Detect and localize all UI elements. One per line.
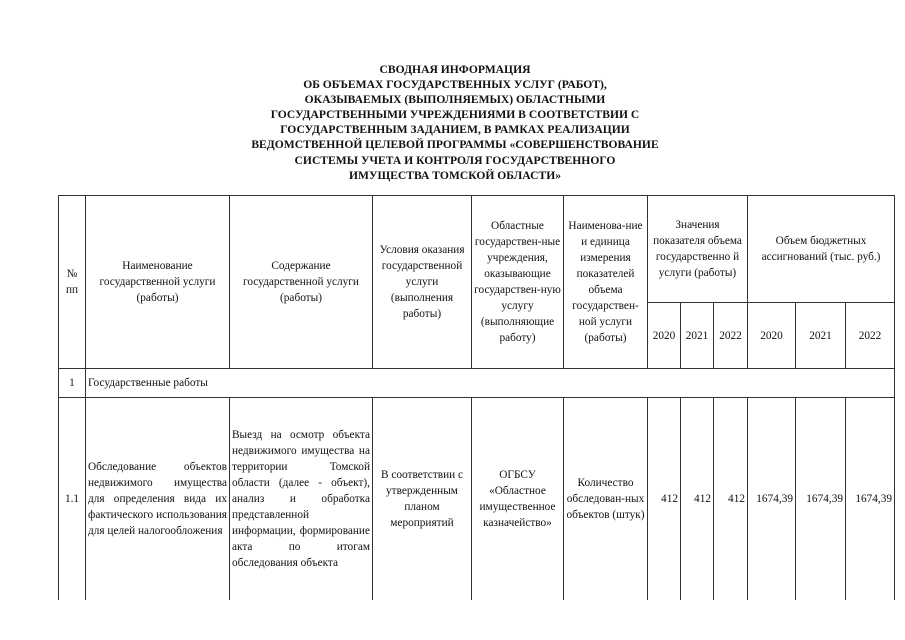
header-unit: Наименова-ние и единица измерения показателей объема государствен-ной услуги (работы) — [564, 196, 648, 369]
row-num: 1.1 — [59, 398, 86, 600]
title-line: СВОДНАЯ ИНФОРМАЦИЯ — [379, 63, 531, 76]
title-line: ОБ ОБЪЕМАХ ГОСУДАРСТВЕННЫХ УСЛУГ (РАБОТ), — [303, 78, 607, 92]
title-line: ВЕДОМСТВЕННОЙ ЦЕЛЕВОЙ ПРОГРАММЫ «СОВЕРШЕНСТВОВАНИЕ — [251, 138, 659, 152]
header-year: 2021 — [681, 303, 714, 369]
title-line: ГОСУДАРСТВЕННЫМ ЗАДАНИЕМ, В РАМКАХ РЕАЛИЗАЦИИ — [280, 123, 630, 137]
row-value: 412 — [648, 398, 681, 600]
header-conditions: Условия оказания государственной услуги (выполнения работы) — [373, 196, 472, 369]
title-line: СИСТЕМЫ УЧЕТА И КОНТРОЛЯ ГОСУДАРСТВЕННОГО — [294, 153, 616, 167]
row-budget: 1674,39 — [748, 398, 796, 600]
row-content: Выезд на осмотр объекта недвижимого имущества на территории Томской области (далее - объект), анализ и обработка представленной информации, формирование акта по итогам обследования объекта — [230, 398, 373, 600]
table-row — [59, 398, 895, 600]
document-title — [120, 62, 790, 183]
header-indicator-values: Значения показателя объема государственно й услуги (работы) — [648, 196, 748, 303]
header-row — [59, 196, 895, 303]
row-unit: Количество обследован-ных объектов (штук) — [564, 398, 648, 600]
services-table — [58, 195, 895, 600]
header-num: № пп — [59, 196, 86, 369]
title-line: ГОСУДАРСТВЕННЫМИ УЧРЕЖДЕНИЯМИ В СООТВЕТСТВИИ С — [270, 108, 640, 122]
row-conditions: В соответствии с утвержденным планом мероприятий — [373, 398, 472, 600]
row-budget: 1674,39 — [796, 398, 846, 600]
section-num: 1 — [59, 369, 86, 398]
header-institutions: Областные государствен-ные учреждения, оказывающие государствен-ную услугу (выполняющие работу) — [472, 196, 564, 369]
row-value: 412 — [681, 398, 714, 600]
row-name: Обследование объектов недвижимого имущества для определения вида их фактического использования для целей налогообложения — [86, 398, 230, 600]
header-year: 2022 — [714, 303, 748, 369]
row-value: 412 — [714, 398, 748, 600]
header-content: Содержание государственной услуги (работы) — [230, 196, 373, 369]
header-budget: Объем бюджетных ассигнований (тыс. руб.) — [748, 196, 895, 303]
row-institution: ОГБСУ «Областное имущественное казначейство» — [472, 398, 564, 600]
header-year: 2021 — [796, 303, 846, 369]
header-year: 2022 — [846, 303, 895, 369]
title-line: ОКАЗЫВАЕМЫХ (ВЫПОЛНЯЕМЫХ) ОБЛАСТНЫМИ — [304, 93, 606, 107]
section-row — [59, 369, 895, 398]
row-budget: 1674,39 — [846, 398, 895, 600]
header-year: 2020 — [648, 303, 681, 369]
section-label: Государственные работы — [86, 369, 895, 398]
title-line: ИМУЩЕСТВА ТОМСКОЙ ОБЛАСТИ» — [348, 168, 562, 182]
header-year: 2020 — [748, 303, 796, 369]
header-name: Наименование государственной услуги (работы) — [86, 196, 230, 369]
